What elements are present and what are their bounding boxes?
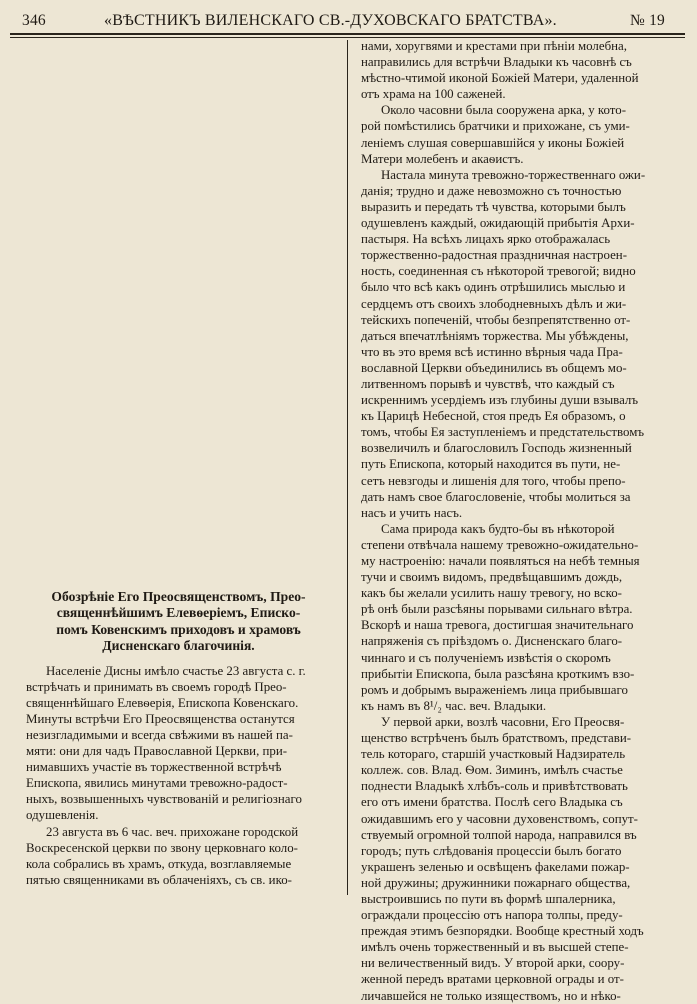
heading-line: священнѣйшимъ Елевѳеріемъ, Еписко- xyxy=(56,605,301,621)
text-line: сетъ невзгоды и лишенія для того, чтобы препо- xyxy=(361,473,626,488)
text-line: Воскресенской церкви по звону церковнаго коло- xyxy=(26,840,298,855)
text-line: торжественно-радостная праздничная настроен- xyxy=(361,248,628,263)
issue-number: № 19 xyxy=(630,12,665,29)
text-line: городъ; путь слѣдованія процессіи былъ богато xyxy=(361,843,622,858)
text-line: искреннимъ усердіемъ изъ глубины души взывалъ xyxy=(361,393,638,408)
text-line: сердцемъ отъ своихъ злободневныхъ дѣлъ и жи- xyxy=(361,296,627,311)
text-line: какъ бы желали усилить нашу тревогу, но вско- xyxy=(361,586,622,601)
text-line: поднести Владыкѣ хлѣбъ-соль и привѣтствовать xyxy=(361,779,628,794)
text-line: одушевленъ каждый, ожидающій прибытія Архи- xyxy=(361,216,635,231)
article-heading xyxy=(26,589,331,655)
text-line: тучи и своимъ видомъ, предвѣщавшимъ дождь, xyxy=(361,570,623,585)
text-line: насъ и учить насъ. xyxy=(361,505,463,520)
running-header xyxy=(14,10,683,32)
text-line: что въ это время всѣ истинно вѣрныя чада Пра- xyxy=(361,344,623,359)
text-line: направились для встрѣчи Владыки къ часовнѣ съ xyxy=(361,55,632,70)
text-line: ограждали процессію отъ напора толпы, преду- xyxy=(361,908,623,923)
text-line: пастыря. На всѣхъ лицахъ ярко отображалась xyxy=(361,232,611,247)
text-line: отъ храма на 100 саженей. xyxy=(361,87,506,102)
left-column-body xyxy=(26,663,331,888)
text-line: вославной Церкви объединились въ общемъ мо- xyxy=(361,360,627,375)
text-line: украшенъ зеленью и освѣщенъ факелами пожар- xyxy=(361,859,630,874)
text-line: личавшейся не только изяществомъ, но и нѣко- xyxy=(361,988,621,1003)
text-line: было что всѣ какъ одинъ отрѣшились мыслью и xyxy=(361,280,626,295)
text-line: выразить и передать тѣ чувства, которыми былъ xyxy=(361,199,626,214)
right-column-body xyxy=(361,38,683,1004)
text-line: нимавшихъ участіе въ торжественной встрѣчѣ xyxy=(26,760,282,775)
text-line: рой помѣстились братчики и прихожане, съ уми- xyxy=(361,119,630,134)
text-line: данія; трудно и даже невозможно съ точностью xyxy=(361,183,622,198)
text-line: нами, хоругвями и крестами при пѣніи молебна, xyxy=(361,39,627,53)
journal-title: «ВѢСТНИКЪ ВИЛЕНСКАГО СВ.-ДУХОВСКАГО БРАТСТВА». xyxy=(104,12,557,29)
text-line: мяти: они для чадъ Православной Церкви, при- xyxy=(26,744,288,759)
text-line: ни величественный видъ. У второй арки, соору- xyxy=(361,956,625,971)
text-line: напряженія съ пріѣздомъ о. Дисненскаго благо- xyxy=(361,634,623,649)
text-line: щенство встрѣченъ былъ братствомъ, представи- xyxy=(361,731,632,746)
text-line: 23 августа въ 6 час. веч. прихожане городской xyxy=(46,824,299,839)
text-line: тейскихъ попеченій, чтобы безпрепятственно от- xyxy=(361,312,631,327)
text-line: леніемъ слушая совершавшійся у иконы Божіей xyxy=(361,135,625,150)
header-rule xyxy=(10,33,685,35)
text-line: имѣлъ очень торжественный и въ высшей степе- xyxy=(361,940,629,955)
text-line: женной передъ вратами церковной ограды и от- xyxy=(361,972,624,987)
text-line: ожидавшимъ его у часовни духовенствомъ, сопут- xyxy=(361,811,638,826)
right-column xyxy=(361,38,683,1004)
text-line: мѣстно-чтимой иконой Божіей Матери, удаленной xyxy=(361,71,639,86)
text-line: даться впечатлѣніямъ торжества. Мы убѣждены, xyxy=(361,328,629,343)
text-line: Около часовни была сооружена арка, у кото- xyxy=(381,103,626,118)
heading-line: Дисненскаго благочинія. xyxy=(102,638,255,654)
left-column xyxy=(26,589,331,888)
text-line: ной дружины; дружинники пожарнаго общества, xyxy=(361,875,631,890)
text-line: тель котораго, старшій участковый Надзиратель xyxy=(361,747,626,762)
text-line: путь Епископа, который находится въ пути, не- xyxy=(361,457,621,472)
text-line: ныхъ, возвышенныхъ чувствованій и религіознаго xyxy=(26,792,302,807)
text-line: кола собрались въ храмъ, откуда, возглавляемые xyxy=(26,856,292,871)
text-line: рѣ онѣ были разсѣяны порывами сильнаго вѣтра. xyxy=(361,602,633,617)
text-line: прибытіи Епископа, была разсѣяна кроткимъ взо- xyxy=(361,666,635,681)
text-line: ромъ и добрымъ выраженіемъ лица прибывшаго xyxy=(361,682,628,697)
text-line: преждая этимъ безпорядки. Вообще крестный ходъ xyxy=(361,924,644,939)
text-line: его отъ имени братства. Послѣ сего Владыка съ xyxy=(361,795,623,810)
text-line: му настроенію: начали появляться на небѣ темныя xyxy=(361,554,640,568)
text-line: степени отвѣчала нашему тревожно-ожидательно- xyxy=(361,537,639,552)
text-line: дать намъ свое благословеніе, чтобы молиться за xyxy=(361,489,631,504)
text-line: Настала минута тревожно-торжественнаго ожи- xyxy=(381,167,646,182)
column-divider xyxy=(347,40,348,895)
text-line: Вскорѣ и наша тревога, достигшая значительнаго xyxy=(361,618,634,633)
text-line: томъ, чтобы Ея заступленіемъ и предстательствомъ xyxy=(361,425,645,440)
text-line: Епископа, явились минутами тревожно-радост- xyxy=(26,776,288,791)
text-line: къ Царицѣ Небесной, стоя предъ Ея образомъ, о xyxy=(361,409,626,424)
text-line: ствуемый огромной толпой народа, направился въ xyxy=(361,827,637,842)
text-line: чиннаго и съ полученіемъ извѣстія о скоромъ xyxy=(361,650,611,665)
text-line: Матери молебенъ и акаѳистъ. xyxy=(361,151,524,166)
text-line: выстроившись по пути въ формѣ шпалерника, xyxy=(361,891,616,906)
text-line: одушевленія. xyxy=(26,808,99,823)
text-line: встрѣчать и принимать въ своемъ городѣ Прео- xyxy=(26,679,287,694)
text-line: коллеж. сов. Влад. Ѳом. Зиминъ, имѣлъ счастье xyxy=(361,763,623,778)
text-line: Населеніе Дисны имѣло счастье 23 августа с. г. xyxy=(46,663,306,678)
text-line: Минуты встрѣчи Его Преосвященства останутся xyxy=(26,711,295,726)
heading-line: Обозрѣніе Его Преосвященствомъ, Прео- xyxy=(51,589,306,604)
text-line: Сама природа какъ будто-бы въ нѣкоторой xyxy=(381,521,615,536)
text-line: пятью священниками въ облаченіяхъ, съ св. ико- xyxy=(26,872,292,887)
text-line: литвенномъ порывѣ и чувствѣ, что каждый съ xyxy=(361,376,615,391)
text-line: незизгладимыми и всегда свѣжими въ нашей па- xyxy=(26,728,293,742)
text-line: къ намъ въ 8¹/₂ час. веч. Владыки. xyxy=(361,698,547,713)
text-line: возвеличилъ и благословилъ Господь жизненный xyxy=(361,441,632,456)
text-line: У первой арки, возлѣ часовни, Его Преосвя- xyxy=(381,714,625,729)
text-line: священнѣйшаго Елевѳерія, Епископа Ковенскаго. xyxy=(26,695,299,710)
heading-line: помъ Ковенскимъ приходовъ и храмовъ xyxy=(56,621,301,637)
text-line: ность, соединенная съ нѣкоторой тревогой; видно xyxy=(361,264,636,279)
page-number: 346 xyxy=(22,12,46,29)
